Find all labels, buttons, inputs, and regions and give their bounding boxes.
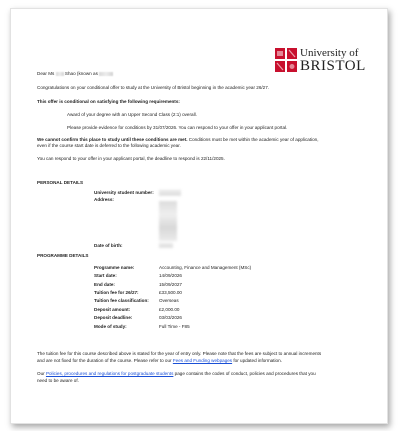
fees-funding-link[interactable]: Fees and Funding webpages (172, 358, 233, 363)
programme-name-label: Programme name: (94, 265, 135, 270)
policies-text-b: page contains the codes of conduct, policies and procedures that you (173, 371, 316, 376)
fee-note-text-a: and are not fixed for the duration of the course. Please refer to our (37, 358, 173, 363)
redacted-name (56, 72, 64, 76)
confirm-text-2: even if the course start date is deferred to the following academic year. (37, 143, 181, 148)
redacted-known-as (99, 72, 113, 76)
redacted-dob (159, 243, 173, 248)
mode-of-study-value: Full Time - F85 (159, 324, 190, 329)
personal-details-heading: PERSONAL DETAILS (37, 180, 84, 185)
dob-label: Date of birth: (94, 243, 123, 248)
confirm-bold: We cannot confirm this place to study until these conditions are met. (37, 137, 188, 142)
conditional-heading: This offer is conditional on satisfying the following requirements: (37, 99, 180, 104)
logo-text-line1: University of (300, 47, 359, 59)
condition-evidence: Please provide evidence for conditions by 31/07/2026. You can respond to your offer in your applicant portal. (67, 125, 288, 130)
salutation-name: Shao (known as (64, 71, 98, 76)
student-number-label: University student number: (94, 190, 154, 195)
deposit-amount-label: Deposit amount: (94, 307, 131, 312)
fee-classification-label: Tuition fee classification: (94, 298, 149, 303)
start-date-label: Start date: (94, 273, 117, 278)
tuition-fee-label: Tuition fee for 26/27: (94, 290, 139, 295)
end-date-value: 15/09/2027 (159, 282, 182, 287)
programme-details-heading: PROGRAMME DETAILS (37, 253, 89, 258)
condition-degree: Award of your degree with an Upper Second Class (2:1) overall. (67, 112, 197, 117)
university-logo (275, 47, 365, 77)
crest-icon (275, 48, 297, 72)
salutation-dear: Dear Ms (37, 71, 55, 76)
deposit-deadline-label: Deposit deadline: (94, 315, 133, 320)
policies-line1 (37, 371, 316, 377)
start-date-value: 14/09/2026 (159, 273, 182, 278)
salutation (37, 71, 113, 77)
fee-note-line1: The tuition fee for this course described above is stated for the year of entry only. Please note that the fees are subject to annual increments (37, 351, 322, 356)
deposit-deadline-value: 03/03/2026 (159, 315, 182, 320)
redacted-student-number (159, 190, 181, 196)
redacted-address (159, 201, 177, 241)
tuition-fee-value: £33,500.00 (159, 290, 182, 295)
confirm-rest: Conditions must be met within the academic year of application, (187, 137, 319, 142)
logo-text-line2: BRISTOL (300, 58, 366, 74)
policies-link[interactable]: Policies, procedures and regulations for postgraduate students (45, 371, 174, 376)
fee-classification-value: Overseas (159, 298, 179, 303)
offer-letter-page (10, 8, 388, 424)
programme-name-value: Accounting, Finance and Management (MSc) (159, 265, 252, 270)
end-date-label: End date: (94, 282, 115, 287)
respond-text: You can respond to your offer in your applicant portal, the deadline to respond is 22/11/2025. (37, 156, 225, 161)
policies-text-a: Our (37, 371, 46, 376)
mode-of-study-label: Mode of study: (94, 324, 127, 329)
intro-text: Congratulations on your conditional offer to study at the University of Bristol beginning in the academic year 26/27. (37, 85, 270, 90)
fee-note-line2 (37, 358, 282, 364)
deposit-amount-value: £2,000.00 (159, 307, 180, 312)
fee-note-text-b: for updated information. (232, 358, 282, 363)
policies-line2: need to be aware of. (37, 378, 79, 383)
address-label: Address: (94, 197, 114, 202)
